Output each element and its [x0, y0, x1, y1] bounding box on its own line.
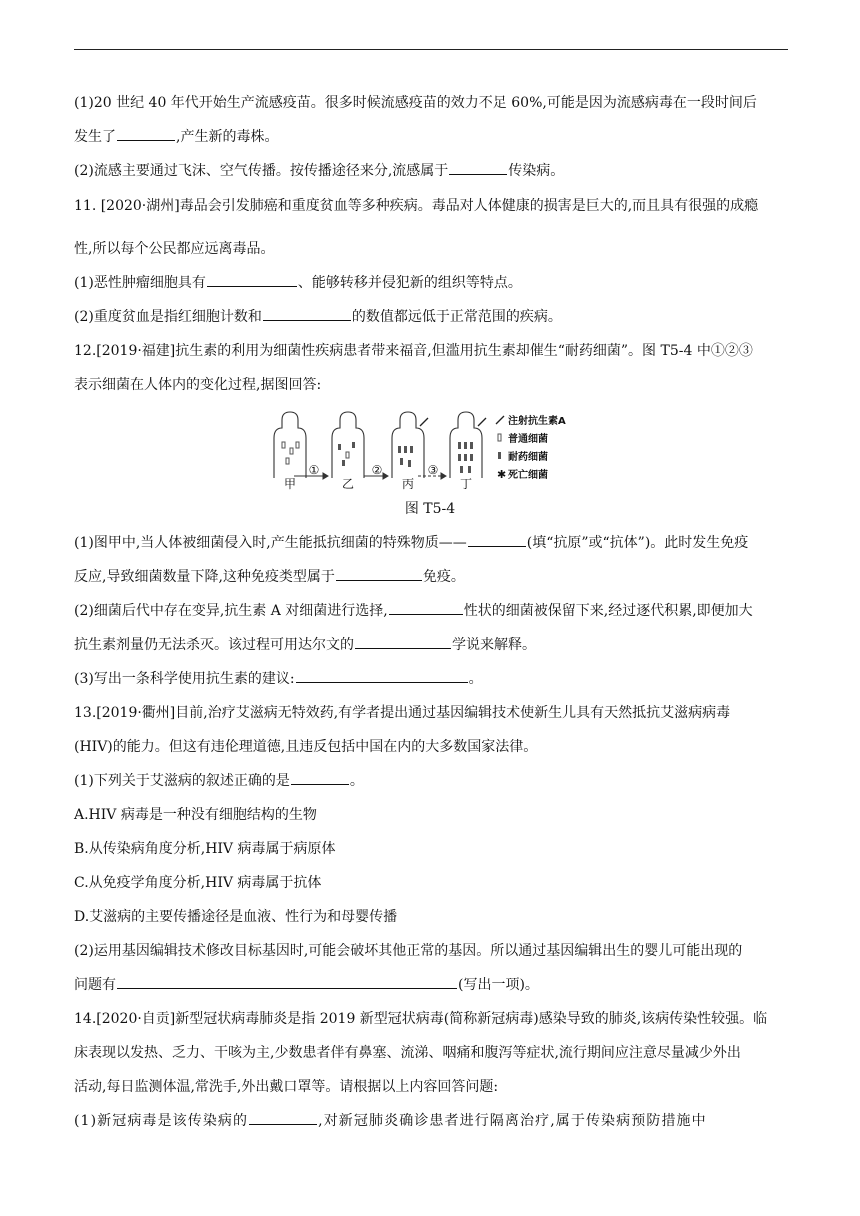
- legend-antibiotic: 注射抗生素A: [508, 416, 566, 427]
- legend-resistant: 耐药细菌: [508, 452, 548, 463]
- answer-blank[interactable]: [336, 566, 422, 581]
- q13-option-c: C.从免疫学角度分析,HIV 病毒属于抗体: [74, 875, 322, 891]
- q14-stem-line3: 活动,每日监测体温,常洗手,外出戴口罩等。请根据以上内容回答问题:: [74, 1079, 499, 1095]
- answer-blank[interactable]: [207, 272, 297, 287]
- step-3-label: ③: [427, 463, 439, 477]
- q14-part1: (1)新冠病毒是该传染病的 ,对新冠肺炎确诊患者进行隔离治疗,属于传染病预防措施中: [74, 1110, 790, 1132]
- q13-stem-line1: 13.[2019·衢州]目前,治疗艾滋病无特效药,有学者提出通过基因编辑技术使新生儿具有天然抵抗艾滋病病毒: [74, 705, 731, 721]
- answer-blank[interactable]: [355, 634, 451, 649]
- resistant-bacteria-icon: [498, 452, 501, 459]
- bacteria-figure: [268, 408, 588, 490]
- q12-stem-line1: 12.[2019·福建]抗生素的利用为细菌性疾病患者带来福音,但滥用抗生素却催生“耐药细菌”。图 T5-4 中①②③: [74, 343, 753, 359]
- vessel-bing-label: 丙: [401, 477, 415, 490]
- q13-part1: (1)下列关于艾滋病的叙述正确的是 。: [74, 770, 790, 792]
- vessel-yi-label: 乙: [341, 477, 355, 490]
- answer-blank[interactable]: [389, 600, 463, 615]
- q11-part2: (2)重度贫血是指红细胞计数和 的数值都远低于正常范围的疾病。: [74, 306, 790, 328]
- q10-part2: (2)流感主要通过飞沫、空气传播。按传播途径来分,流感属于 传染病。: [74, 160, 790, 182]
- q11-stem-line1: 11. [2020·湖州]毒品会引发肺癌和重度贫血等多种疾病。毒品对人体健康的损害是巨大的,而且具有很强的成瘾: [74, 198, 759, 214]
- vessel-ding-label: 丁: [459, 477, 473, 490]
- q12-part3: (3)写出一条科学使用抗生素的建议: 。: [74, 668, 790, 690]
- answer-blank[interactable]: [296, 668, 468, 683]
- q11-part1: (1)恶性肿瘤细胞具有 、能够转移并侵犯新的组织等特点。: [74, 272, 790, 294]
- q13-option-d: D.艾滋病的主要传播途径是血液、性行为和母婴传播: [74, 909, 398, 925]
- q13-stem-line2: (HIV)的能力。但这有违伦理道德,且违反包括中国在内的大多数国家法律。: [74, 739, 538, 755]
- answer-blank[interactable]: [117, 126, 175, 141]
- q10-part1-line1: (1)20 世纪 40 年代开始生产流感疫苗。很多时候流感疫苗的效力不足 60%,可能是因为流感病毒在一段时间后: [74, 95, 757, 111]
- q10-part1-line2: 发生了 ,产生新的毒株。: [74, 126, 790, 148]
- q12-part2-line1: (2)细菌后代中存在变异,抗生素 A 对细菌进行选择, 性状的细菌被保留下来,经过逐代积累,即便加大: [74, 600, 790, 622]
- q13-option-b: B.从传染病角度分析,HIV 病毒属于病原体: [74, 841, 336, 857]
- step-1-label: ①: [308, 463, 320, 477]
- dead-bacteria-icon: ✱: [497, 468, 507, 481]
- vessel-jia-label: 甲: [283, 477, 297, 490]
- vessel-yi-icon: [332, 412, 364, 478]
- q12-stem-line2: 表示细菌在人体内的变化过程,据图回答:: [74, 377, 322, 393]
- answer-blank[interactable]: [291, 770, 349, 785]
- answer-blank[interactable]: [117, 974, 457, 989]
- q11-stem-line2: 性,所以每个公民都应远离毒品。: [74, 241, 275, 257]
- syringe-icon: [496, 416, 504, 424]
- answer-blank[interactable]: [249, 1110, 317, 1125]
- q13-part2-line1: (2)运用基因编辑技术修改目标基因时,可能会破坏其他正常的基因。所以通过基因编辑出生的婴儿可能出现的: [74, 943, 743, 959]
- vessel-bing-icon: [392, 412, 424, 478]
- legend-dead: 死亡细菌: [508, 470, 548, 481]
- answer-blank[interactable]: [468, 532, 526, 547]
- answer-blank[interactable]: [263, 306, 351, 321]
- q13-part2-line2: 问题有 (写出一项)。: [74, 974, 790, 996]
- answer-blank[interactable]: [449, 160, 507, 175]
- q12-part2-line2: 抗生素剂量仍无法杀灭。该过程可用达尔文的 学说来解释。: [74, 634, 790, 656]
- q12-part1-line2: 反应,导致细菌数量下降,这种免疫类型属于 免疫。: [74, 566, 790, 588]
- normal-bacteria-icon: [498, 434, 501, 441]
- q14-stem-line2: 床表现以发热、乏力、干咳为主,少数患者伴有鼻塞、流涕、咽痛和腹泻等症状,流行期间应注意尽量减少外出: [74, 1045, 741, 1061]
- q13-option-a: A.HIV 病毒是一种没有细胞结构的生物: [74, 807, 317, 823]
- header-rule: [74, 49, 788, 50]
- legend-normal: 普通细菌: [508, 434, 548, 445]
- vessel-jia-icon: [274, 412, 306, 478]
- figure-caption: 图 T5-4: [404, 501, 456, 517]
- q12-part1-line1: (1)图甲中,当人体被细菌侵入时,产生能抵抗细菌的特殊物质—— (填“抗原”或“抗体”)。此时发生免疫: [74, 532, 790, 554]
- q14-stem-line1: 14.[2020·自贡]新型冠状病毒肺炎是指 2019 新型冠状病毒(简称新冠病毒)感染导致的肺炎,该病传染性较强。临: [74, 1011, 768, 1027]
- step-2-label: ②: [371, 463, 383, 477]
